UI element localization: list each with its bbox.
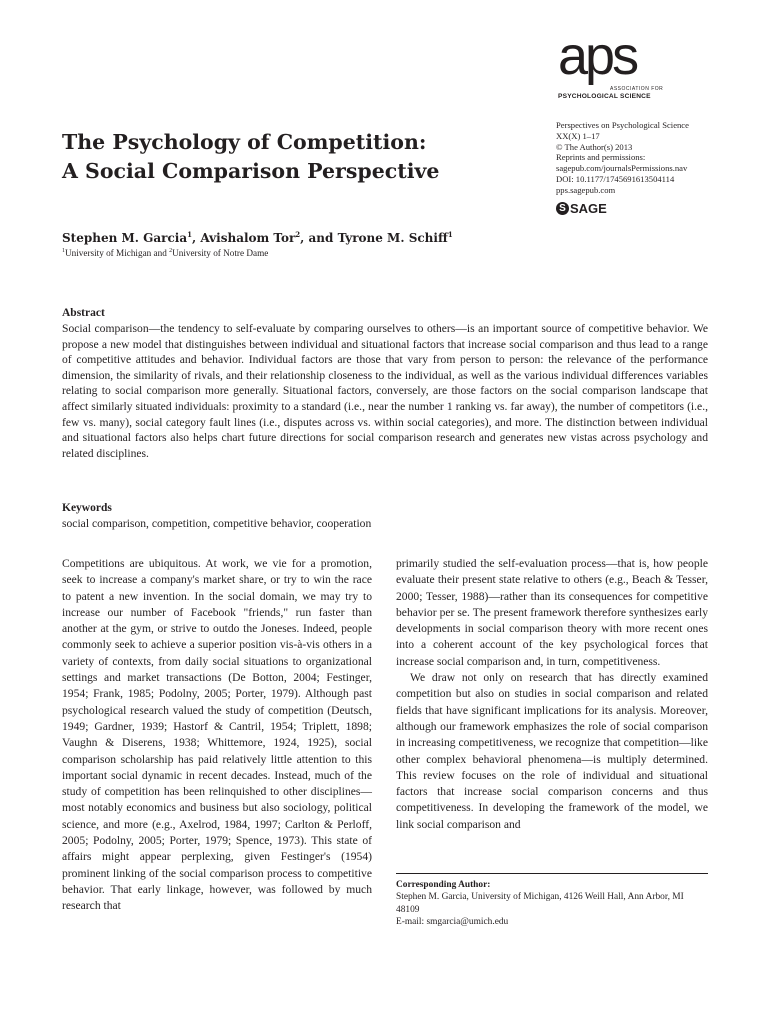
journal-info: [556, 120, 746, 196]
copyright: © The Author(s) 2013: [556, 141, 633, 152]
reprints-link[interactable]: sagepub.com/journalsPermissions.nav: [556, 163, 688, 174]
affiliation-text: University of Michigan and: [65, 248, 170, 259]
journal-volume: XX(X) 1–17: [556, 130, 600, 141]
author-separator: ,: [192, 231, 201, 245]
affiliation-text: University of Notre Dame: [172, 248, 269, 259]
body-paragraph: We draw not only on research that has directly examined competition but also on studies in social comparison and related fields that have significant implications for its analysis. Moreover, although our framework emphasizes the role of social comparison in increasing competitiveness, we recognize that competition—like other complex behavioral phenomena—is multiply determined. This review focuses on the role of individual and situational factors that increase social comparison concerns and thus competitiveness. In developing the framework of the model, we link social comparison and: [396, 671, 708, 831]
corresponding-author-heading: Corresponding Author:: [396, 880, 491, 890]
title-line-2: A Social Comparison Perspective: [62, 159, 440, 183]
author-name: Stephen M. Garcia: [62, 231, 188, 245]
abstract-heading: Abstract: [62, 307, 105, 319]
aps-logo: [556, 26, 666, 104]
corresponding-author: [396, 879, 708, 928]
journal-name: Perspectives on Psychological Science: [556, 120, 689, 130]
logo-wordmark: aps: [558, 26, 637, 86]
affiliation-mark: 1: [62, 248, 65, 254]
logo-tagline: ASSOCIATION FOR: [610, 86, 664, 92]
keywords-heading: Keywords: [62, 502, 112, 514]
author-separator: , and: [300, 231, 338, 245]
sage-wordmark: SAGE: [570, 200, 607, 216]
affiliations: [62, 245, 462, 259]
affiliation-mark: 2: [169, 248, 173, 254]
title-line-1: The Psychology of Competition:: [62, 130, 427, 154]
sage-circle-icon: S: [556, 202, 569, 215]
author-list: [62, 226, 582, 247]
abstract-text: Social comparison—the tendency to self-evaluate by comparing ourselves to others—is an important source of competitive behavior. We propose a new model that distinguishes between individual and situational factors that increase social comparison and thus lead to a range of competitive attitudes and behavior. Individual factors are those that vary from person to person: the relevance of the performance dimension, the similarity of rivals, and their relationship closeness to the individual, as well as the various individual differences variables relating to social comparison more generally. Situational factors, conversely, are those factors on the social comparison landscape that affect similarly situated individuals: proximity to a standard (i.e., near the number 1 ranking vs. far away), the number of competitors (i.e., few vs. many), social category fault lines (i.e., disputes across vs. within social categories), and more. The distinction between individual and situational factors also helps chart future directions for social comparison research and generates new vistas across psychology and related disciplines.: [62, 322, 708, 460]
journal-site-link[interactable]: pps.sagepub.com: [556, 184, 616, 195]
body-paragraph: primarily studied the self-evaluation process—that is, how people evaluate their present state relative to others (e.g., Beach & Tesser, 2000; Tesser, 1988)—rather than its consequences for competitive behavior per se. The present framework therefore synthesizes early developments in social comparison theory with more recent ones into a coherent account of the key psychological forces that increase social comparison and, in turn, competitiveness.: [396, 557, 708, 668]
corresponding-author-email[interactable]: E-mail: smgarcia@umich.edu: [396, 916, 509, 927]
author-affiliation-mark: 1: [187, 230, 192, 239]
body-column-left: Competitions are ubiquitous. At work, we vie for a promotion, seek to increase a company's market share, or try to win the race to patent a new invention. In the social domain, we may try to increase our number of Facebook "friends," run faster than another at the gym, or strive to outdo the Joneses. Indeed, people commonly seek to achieve a superior position vis-à-vis others in a variety of contexts, from daily social situations to organizational settings and market transactions (De Botton, 2004; Festinger, 1954; Frank, 1985; Podolny, 2005; Porter, 1979). Although past psychological research valued the study of competition (Deutsch, 1949; Gardner, 1939; Hastorf & Cantril, 1954; Triplett, 1898; Vaughn & Diserens, 1938; Whittemore, 1924, 1925), social comparison scholarship has paid relatively little attention to this important social dynamic in recent decades. Instead, much of the study of competition has been relinquished to other disciplines—most notably economics and business but also sociology, political science, and more (e.g., Axelrod, 1984, 1997; Carlton & Perloff, 2005; Podolny, 2005; Porter, 1979; Spence, 1973). This state of affairs might appear perplexing, given Festinger's (1954) prominent linking of the social comparison process to competitive behavior. That early linkage, however, was followed by much research that: [62, 557, 372, 913]
logo-name: PSYCHOLOGICAL SCIENCE: [558, 93, 651, 100]
author-affiliation-mark: 2: [295, 230, 301, 239]
body-column-right: [396, 556, 708, 833]
author-name: Tyrone M. Schiff: [337, 231, 448, 245]
keywords-text: social comparison, competition, competitive behavior, cooperation: [62, 517, 372, 530]
footnote-divider: [396, 873, 708, 874]
author-name: Avishalom Tor: [200, 231, 296, 245]
reprints-label: Reprints and permissions:: [556, 152, 646, 163]
article-title: [62, 128, 502, 186]
doi[interactable]: DOI: 10.1177/1745691613504114: [556, 173, 675, 184]
sage-logo: [556, 200, 607, 216]
author-affiliation-mark: 1: [447, 230, 453, 239]
corresponding-author-address: Stephen M. Garcia, University of Michigan, 4126 Weill Hall, Ann Arbor, MI 48109: [396, 892, 684, 915]
